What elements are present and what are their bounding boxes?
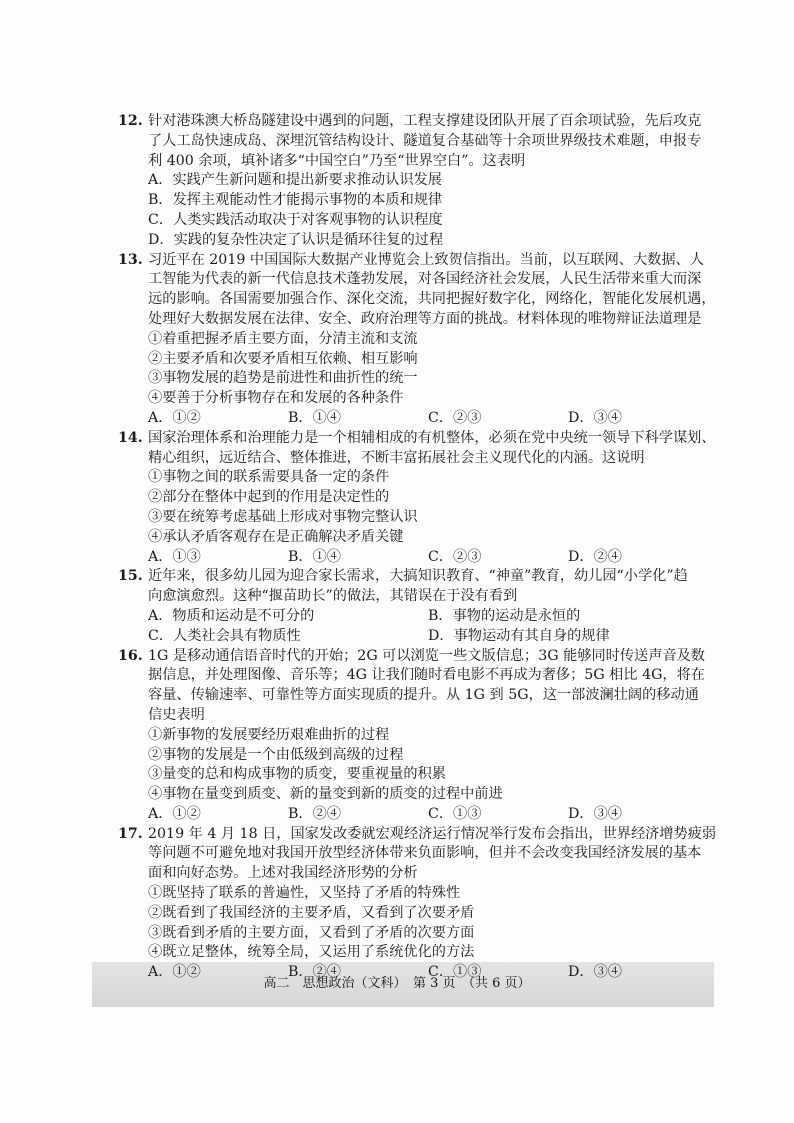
choice-b: B．事物的运动是永恒的 (428, 607, 581, 624)
question-text: 远的影响。各国需要加强合作、深化交流，共同把握好数字化，网络化，智能化发展机遇， (148, 291, 716, 308)
statement-1: ①着重把握矛盾主要方面，分清主流和支流 (148, 330, 418, 347)
page-footer: 高二 思想政治（文科） 第 3 页 （共 6 页） (263, 976, 531, 991)
question-text: 向愈演愈烈。这种“揠苗助长”的做法，其错误在于没有看到 (148, 588, 518, 605)
question-text: 精心组织，远近结合、整体推进，不断丰富拓展社会主义现代化的内涵。这说明 (148, 449, 645, 466)
statement-3: ③既看到矛盾的主要方面，又看到了矛盾的次要方面 (148, 924, 475, 941)
choice-a: A．①② (148, 964, 201, 981)
choice-row (118, 548, 708, 568)
question-list (118, 112, 717, 983)
choice-d: D．事物运动有其自身的规律 (428, 627, 610, 644)
question-text: 面和向好态势。上述对我国经济形势的分析 (148, 865, 418, 882)
question-text: 处理好大数据发展在法律、安全、政府治理等方面的挑战。材料体现的唯物辩证法道理是 (148, 310, 702, 327)
statement-1: ①新事物的发展要经历艰难曲折的过程 (148, 726, 390, 743)
question-text: 针对港珠澳大桥岛隧建设中遇到的问题，工程支撑建设团队开展了百余项试验，先后攻克 (148, 113, 702, 129)
question-number: 15. (118, 568, 143, 585)
question-14 (118, 429, 716, 568)
statement-3: ③要在统筹考虑基础上形成对事物完整认识 (148, 508, 418, 525)
statement-3: ③量变的总和构成事物的质变，要重视量的积累 (148, 766, 446, 783)
choice-row (118, 627, 708, 647)
question-text: 国家治理体系和治理能力是一个相辅相成的有机整体，必须在党中央统一领导下科学谋划、 (148, 429, 716, 446)
question-number: 14. (118, 429, 143, 446)
choice-a: A．①② (148, 805, 201, 822)
choice-c: C．①③ (428, 805, 482, 822)
choice-b: B．②④ (288, 964, 341, 981)
statement-2: ②事物的发展是一个由低级到高级的过程 (148, 746, 404, 763)
option-c: C．人类实践活动取决于对客观事物的认识程度 (148, 211, 443, 228)
question-text: 信史表明 (148, 706, 205, 723)
option-b: B．发挥主观能动性才能揭示事物的本质和规律 (148, 192, 443, 209)
question-13 (118, 251, 716, 429)
question-text: 利 400 余项，填补诸多“中国空白”乃至“世界空白”。这表明 (148, 152, 526, 169)
choice-a: A．①③ (148, 548, 201, 565)
choice-d: D．③④ (568, 964, 622, 981)
statement-4: ④事物在量变到质变、新的量变到新的质变的过程中前进 (148, 786, 503, 803)
option-a: A．实践产生新问题和提出新要求推动认识发展 (148, 172, 442, 189)
choice-row (118, 805, 708, 825)
statement-2: ②主要矛盾和次要矛盾相互依赖、相互影响 (148, 350, 418, 367)
question-text: 据信息，并处理图像、音乐等；4G 让我们随时看电影不再成为奢侈；5G 相比 4G，将在 (148, 667, 705, 684)
question-number: 16. (118, 647, 143, 664)
question-text: 近年来，很多幼儿园为迎合家长需求，大搞知识教育、“神童”教育，幼儿园“小学化”趋 (148, 568, 688, 585)
choice-c: C．①③ (428, 964, 482, 981)
choice-d: D．③④ (568, 805, 622, 822)
question-text: 习近平在 2019 中国国际大数据产业博览会上致贺信指出。当前，以互联网、大数据、人 (148, 251, 704, 268)
question-15 (118, 567, 708, 646)
choice-row (118, 607, 708, 627)
question-text: 2019 年 4 月 18 日，国家发改委就宏观经济运行情况举行发布会指出，世界经济增势疲弱 (148, 825, 717, 842)
statement-1: ①既坚持了联系的普遍性，又坚持了矛盾的特殊性 (148, 885, 461, 902)
choice-c: C．人类社会具有物质性 (148, 627, 301, 644)
question-16 (118, 647, 708, 825)
question-number: 17. (118, 825, 143, 842)
question-12 (118, 112, 708, 251)
question-text: 工智能为代表的新一代信息技术蓬勃发展，对各国经济社会发展，人民生活带来重大而深 (148, 271, 702, 288)
statement-2: ②部分在整体中起到的作用是决定性的 (148, 489, 390, 506)
question-number: 13. (118, 251, 143, 268)
question-text: 1G 是移动通信语音时代的开始；2G 可以浏览一些文版信息；3G 能够同时传送声音及数 (148, 647, 705, 664)
question-17 (118, 825, 717, 983)
choice-c: C．②③ (428, 548, 482, 565)
choice-a: A．物质和运动是不可分的 (148, 607, 315, 624)
question-text: 等问题不可避免地对我国开放型经济体带来负面影响，但并不会改变我国经济发展的基本 (148, 845, 702, 862)
statement-1: ①事物之间的联系需要具备一定的条件 (148, 469, 390, 486)
choice-row (118, 409, 708, 429)
statement-4: ④既立足整体，统筹全局，又运用了系统优化的方法 (148, 944, 475, 961)
choice-b: B．①④ (288, 548, 341, 565)
statement-4: ④承认矛盾客观存在是正确解决矛盾关键 (148, 528, 404, 545)
choice-a: A．①② (148, 409, 201, 426)
choice-d: D．③④ (568, 409, 622, 426)
choice-d: D．②④ (568, 548, 622, 565)
choice-b: B．①④ (288, 409, 341, 426)
statement-2: ②既看到了我国经济的主要矛盾，又看到了次要矛盾 (148, 904, 475, 921)
question-text: 容量、传输速率、可靠性等方面实现质的提升。从 1G 到 5G，这一部波澜壮阔的移动通 (148, 687, 699, 704)
statement-4: ④要善于分析事物存在和发展的各种条件 (148, 390, 404, 407)
choice-c: C．②③ (428, 409, 482, 426)
option-d: D．实践的复杂性决定了认识是循环往复的过程 (148, 231, 444, 248)
question-number: 12. (118, 113, 143, 129)
statement-3: ③事物发展的趋势是前进性和曲折性的统一 (148, 370, 418, 387)
question-text: 了人工岛快速成岛、深埋沉管结构设计、隧道复合基础等十余项世界级技术难题，申报专 (148, 132, 702, 149)
choice-b: B．②④ (288, 805, 341, 822)
